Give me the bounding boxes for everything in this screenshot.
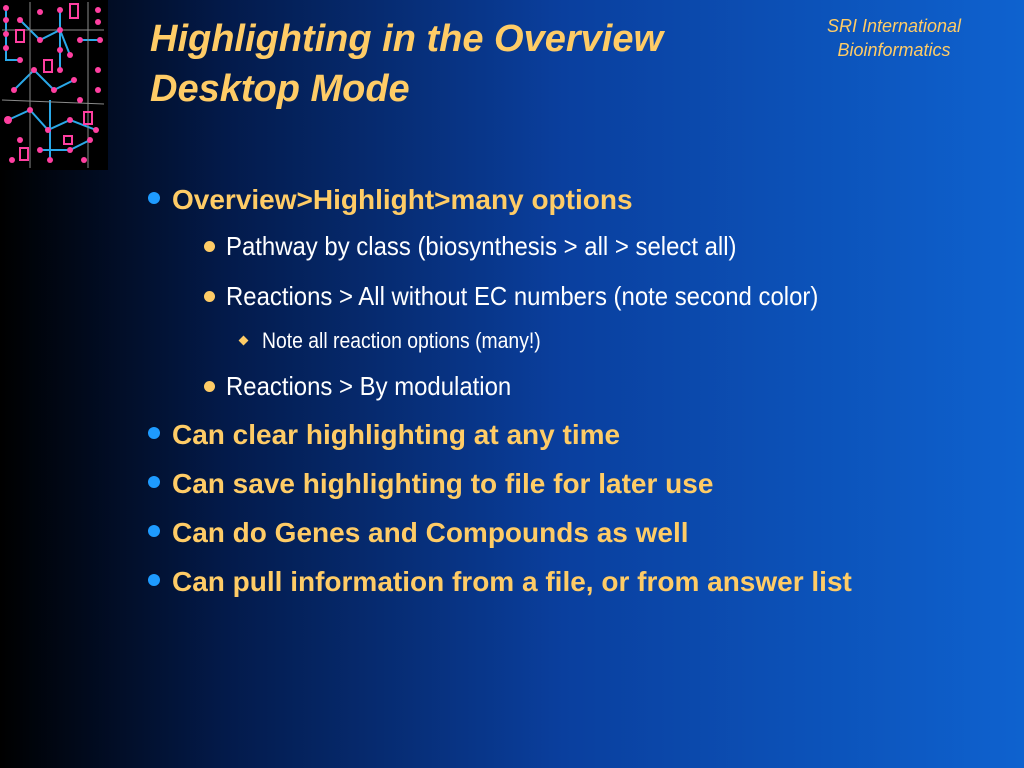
bullet-item — [148, 562, 952, 602]
bullet-marker — [148, 427, 160, 439]
bullet-text: Can pull information from a file, or from answer list — [172, 566, 852, 597]
bullet-item — [240, 325, 579, 357]
bullet-item — [148, 513, 952, 553]
bullet-item — [204, 277, 870, 315]
diamond-bullet-icon — [239, 336, 249, 346]
bullet-text: Can save highlighting to file for later use — [172, 468, 714, 499]
bullet-marker — [204, 291, 215, 302]
bullet-text: Can do Genes and Compounds as well — [172, 517, 689, 548]
organization-line-1: SRI International — [826, 16, 962, 36]
bullet-text: Pathway by class (biosynthesis > all > select all) — [226, 231, 737, 261]
bullet-text: Reactions > All without EC numbers (note second color) — [226, 281, 819, 311]
bullet-text: Can clear highlighting at any time — [172, 419, 621, 450]
bullet-item — [148, 464, 952, 504]
slide-title-line-1: Highlighting in the Overview — [150, 18, 664, 60]
bullet-marker — [204, 241, 215, 252]
bullet-item — [204, 367, 536, 405]
bullet-marker — [204, 381, 215, 392]
bullet-marker — [148, 476, 160, 488]
bullet-text: Reactions > By modulation — [226, 371, 512, 401]
bullet-item — [148, 415, 952, 455]
organization-line-2: Bioinformatics — [837, 40, 951, 60]
bullet-text: Overview>Highlight>many options — [172, 184, 633, 215]
bullet-marker — [148, 525, 160, 537]
bullet-marker — [148, 574, 160, 586]
bullet-marker — [148, 192, 160, 204]
bullet-item — [204, 227, 781, 265]
bullet-text: Note all reaction options (many!) — [262, 328, 541, 353]
bullet-item — [148, 180, 952, 220]
slide-title-line-2: Desktop Mode — [150, 68, 410, 110]
